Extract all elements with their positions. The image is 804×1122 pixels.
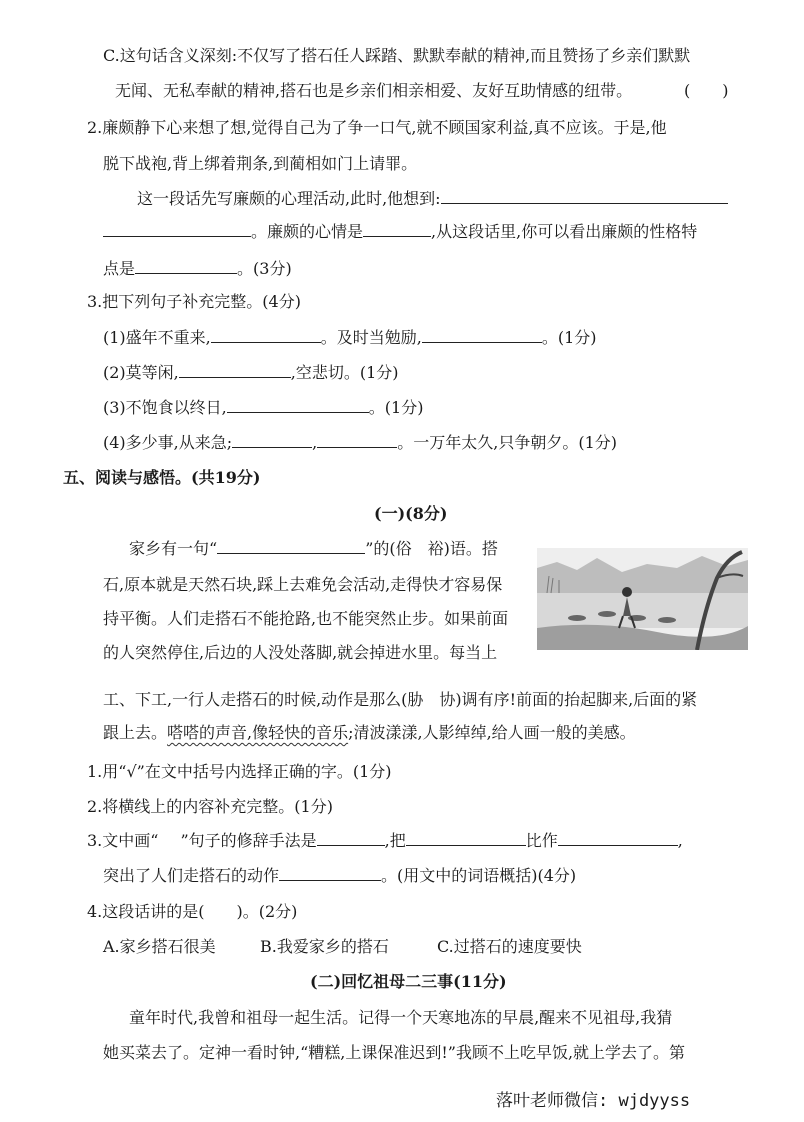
passage2-line1: 童年时代,我曾和祖母一起生活。记得一个天寒地冻的早晨,醒来不见祖母,我猜 [129,1008,673,1027]
q4-3-title: 3.把下列句子补充完整。(4分) [87,292,301,311]
answer-blank[interactable] [317,829,385,846]
answer-blank[interactable] [211,326,321,343]
q4-2-line1: 2.廉颇静下心来想了想,觉得自己为了争一口气,就不顾国家利益,真不应该。于是,他 [87,118,667,137]
q4-1-option-c-line2: 无闻、无私奉献的精神,搭石也是乡亲们相亲相爱、友好互助情感的纽带。 [115,81,633,100]
q4-2-line5: 点是 。(3分) [103,259,292,278]
question-4-option-c: C.过搭石的速度要快 [437,937,582,956]
answer-blank[interactable] [363,220,431,237]
part2-title: (二)回忆祖母二三事(11分) [310,972,507,991]
wavy-underlined-sentence: 嗒嗒的声音,像轻快的音乐 [167,723,349,742]
q4-3-s2: (2)莫等闲, ,空悲切。(1分) [103,363,399,382]
answer-blank[interactable] [558,829,678,846]
answer-blank[interactable] [317,431,397,448]
q4-2-line4: 。廉颇的心情是 ,从这段话里,你可以看出廉颇的性格特 [103,220,697,244]
answer-blank[interactable] [406,829,526,846]
question-3-line1: 3.文中画“ ”句子的修辞手法是 ,把 比作 , [87,829,683,853]
answer-blank[interactable] [217,537,365,554]
q4-3-s3: (3)不饱食以终日, 。(1分) [103,398,424,417]
q4-2-line2: 脱下战袍,背上绑着荆条,到蔺相如门上请罪。 [103,154,418,173]
passage1-line2: 石,原本就是天然石块,踩上去难免会活动,走得快才容易保 [103,575,503,594]
q4-3-s4: (4)多少事,从来急; , 。一万年太久,只争朝夕。(1分) [103,433,618,452]
answer-blank[interactable] [279,864,381,881]
watermark-text: 落叶老师微信: wjdyyss [496,1091,691,1111]
question-1: 1.用“√”在文中括号内选择正确的字。(1分) [87,762,392,781]
section5-heading: 五、阅读与感悟。(共19分) [63,468,261,487]
passage1-line5: 工、下工,一行人走搭石的时候,动作是那么(胁 协)调有序!前面的抬起脚来,后面的紧 [103,690,698,709]
answer-blank[interactable] [227,396,369,413]
q4-3-s1: (1)盛年不重来, 。及时当勉励, 。(1分) [103,328,597,347]
answer-blank[interactable] [135,257,237,274]
stepping-stones-illustration [537,548,748,650]
question-4-option-b: B.我爱家乡的搭石 [260,937,389,956]
passage2-line2: 她买菜去了。定神一看时钟,“糟糕,上课保准迟到!”我顾不上吃早饭,就上学去了。第 [103,1043,686,1062]
part1-title: (一)(8分) [374,504,448,523]
answer-blank[interactable] [179,361,291,378]
passage1-line1: 家乡有一句“ ”的(俗 裕)语。搭 [129,539,498,558]
q4-1-option-c-line1: C.这句话含义深刻:不仅写了搭石任人踩踏、默默奉献的精神,而且赞扬了乡亲们默默 [103,46,691,65]
answer-blank[interactable] [441,187,728,204]
answer-blank[interactable] [103,220,251,237]
wavy-sample-mark [158,829,180,853]
passage1-line3: 持平衡。人们走搭石不能抢路,也不能突然止步。如果前面 [103,609,509,628]
q4-2-line3: 这一段话先写廉颇的心理活动,此时,他想到: [137,187,728,211]
question-3-line2: 突出了人们走搭石的动作 。(用文中的词语概括)(4分) [103,866,577,885]
answer-blank[interactable] [422,326,542,343]
question-2: 2.将横线上的内容补充完整。(1分) [87,797,333,816]
question-4-option-a: A.家乡搭石很美 [103,937,216,956]
passage1-line4: 的人突然停住,后边的人没处落脚,就会掉进水里。每当上 [103,643,498,662]
passage1-line6: 跟上去。嗒嗒的声音,像轻快的音乐;清波漾漾,人影绰绰,给人画一般的美感。 [103,723,636,742]
answer-blank[interactable] [232,431,312,448]
question-4: 4.这段话讲的是( )。(2分) [87,902,298,921]
q4-1-answer-paren: ( ) [684,81,729,100]
